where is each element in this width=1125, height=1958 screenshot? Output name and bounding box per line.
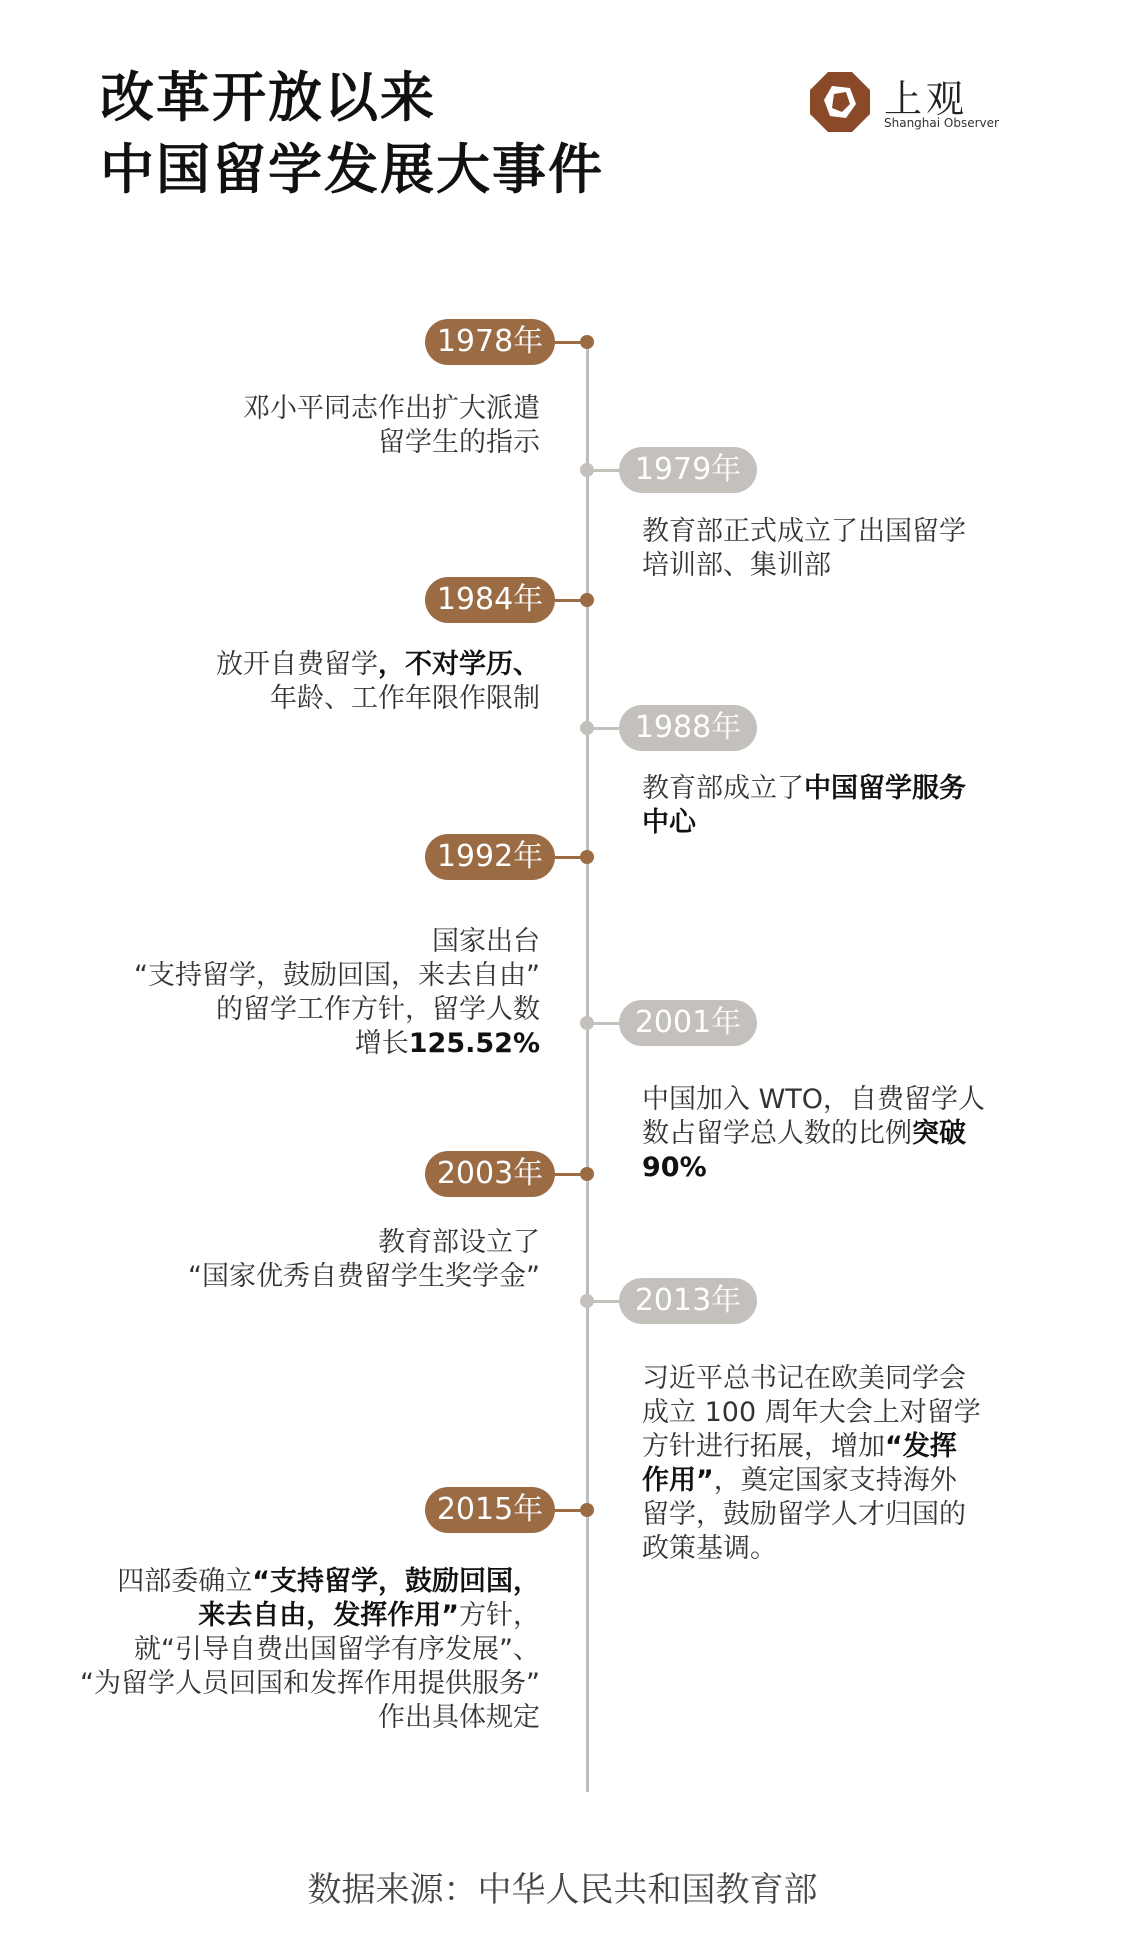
description-text: 教育部设立了 [378,1227,540,1258]
description-text: 就“引导自费出国留学有序发展”、 [134,1634,540,1665]
description-line [642,1083,1042,1117]
timeline-connector [555,1173,587,1176]
description-text: 邓小平同志作出扩大派遣 [243,393,540,424]
description-line [20,993,540,1027]
title-line-1: 改革开放以来 [100,66,436,129]
description-line [642,1396,1042,1430]
description-line [20,392,540,426]
event-description [20,392,540,460]
description-text: “国家优秀自费留学生奖学金” [188,1261,540,1292]
description-text: ，奠定国家支持海外 [713,1465,957,1496]
description-text: 留学，鼓励留学人才归国的 [642,1499,966,1530]
description-text: 四部委确立 [117,1566,253,1597]
description-line [642,806,1042,840]
description-text: “支持留学，鼓励回国，来去自由” [134,960,540,991]
logo-name: 上观 [884,77,969,121]
event-description [20,925,540,1061]
year-badge: 1988年 [619,705,757,751]
description-line [642,1117,1042,1151]
octagon-logo-icon [808,70,872,134]
emphasis-text: 作用” [642,1465,714,1496]
description-text: 中国加入 WTO，自费留学人 [642,1084,986,1115]
title-line-2: 中国留学发展大事件 [100,138,604,201]
description-line [642,1430,1042,1464]
event-description [642,515,1042,583]
year-badge: 2003年 [425,1151,555,1197]
event-description [20,1565,540,1735]
year-badge: 1978年 [425,319,555,365]
year-badge: 1979年 [619,447,757,493]
logo-subtitle: Shanghai Observer [884,116,999,130]
emphasis-text: “支持留学，鼓励回国， [252,1566,540,1597]
description-line [642,772,1042,806]
description-text: 方针进行拓展，增加 [642,1431,885,1462]
description-text: 的留学工作方针，留学人数 [216,994,540,1025]
description-text: 成立 100 周年大会上对留学 [642,1397,981,1428]
description-line [20,426,540,460]
emphasis-text: 90% [642,1152,707,1183]
emphasis-text: “发挥 [885,1431,957,1462]
description-line [20,925,540,959]
emphasis-text: 突破 [912,1118,966,1149]
emphasis-text: 来去自由，发挥作用” [198,1600,459,1631]
description-text: 年龄、工作年限作限制 [270,683,540,714]
timeline-connector [587,469,619,472]
event-description [642,772,1042,840]
timeline-connector [587,1300,619,1303]
description-line [642,515,1042,549]
event-description [642,1362,1042,1566]
year-badge: 2013年 [619,1278,757,1324]
timeline-connector [587,727,619,730]
description-text: 增长 [354,1028,409,1059]
description-line [642,1498,1042,1532]
description-line [20,959,540,993]
page-title [100,62,604,206]
description-line [642,1151,1042,1185]
year-badge: 2015年 [425,1487,555,1533]
shanghai-observer-logo [808,70,999,140]
emphasis-text: 中国留学服务 [804,773,966,804]
emphasis-text: 中心 [642,807,696,838]
description-text: 方针， [459,1600,540,1631]
description-line [20,1027,540,1061]
description-line [642,1532,1042,1566]
timeline-connector [587,1022,619,1025]
description-text: 培训部、集训部 [642,550,831,581]
description-line [642,1362,1042,1396]
description-line [20,1701,540,1735]
description-text: 作出具体规定 [378,1702,540,1733]
description-text: 教育部正式成立了出国留学 [642,516,966,547]
year-badge: 1984年 [425,577,555,623]
description-text: 数占留学总人数的比例 [642,1118,912,1149]
description-line [20,682,540,716]
timeline-connector [555,599,587,602]
description-text: 放开自费留学 [216,649,378,680]
timeline-connector [555,341,587,344]
description-text: “为留学人员回国和发挥作用提供服务” [80,1668,540,1699]
description-line [20,1226,540,1260]
description-text: 留学生的指示 [378,427,540,458]
emphasis-text: ，不对学历、 [378,649,540,680]
timeline-connector [555,1509,587,1512]
event-description [642,1083,1042,1185]
description-line [20,648,540,682]
description-line [642,1464,1042,1498]
data-source: 数据来源：中华人民共和国教育部 [307,1870,818,1910]
timeline-axis [586,342,589,1792]
description-text: 习近平总书记在欧美同学会 [642,1363,966,1394]
description-text: 教育部成立了 [642,773,804,804]
description-line [20,1633,540,1667]
description-line [20,1260,540,1294]
year-badge: 2001年 [619,1000,757,1046]
description-text: 国家出台 [432,926,540,957]
description-line [20,1599,540,1633]
emphasis-text: 125.52% [408,1028,540,1059]
timeline-connector [555,856,587,859]
description-line [20,1565,540,1599]
description-line [642,549,1042,583]
event-description [20,648,540,716]
year-badge: 1992年 [425,834,555,880]
description-line [20,1667,540,1701]
event-description [20,1226,540,1294]
description-text: 政策基调。 [642,1533,777,1564]
